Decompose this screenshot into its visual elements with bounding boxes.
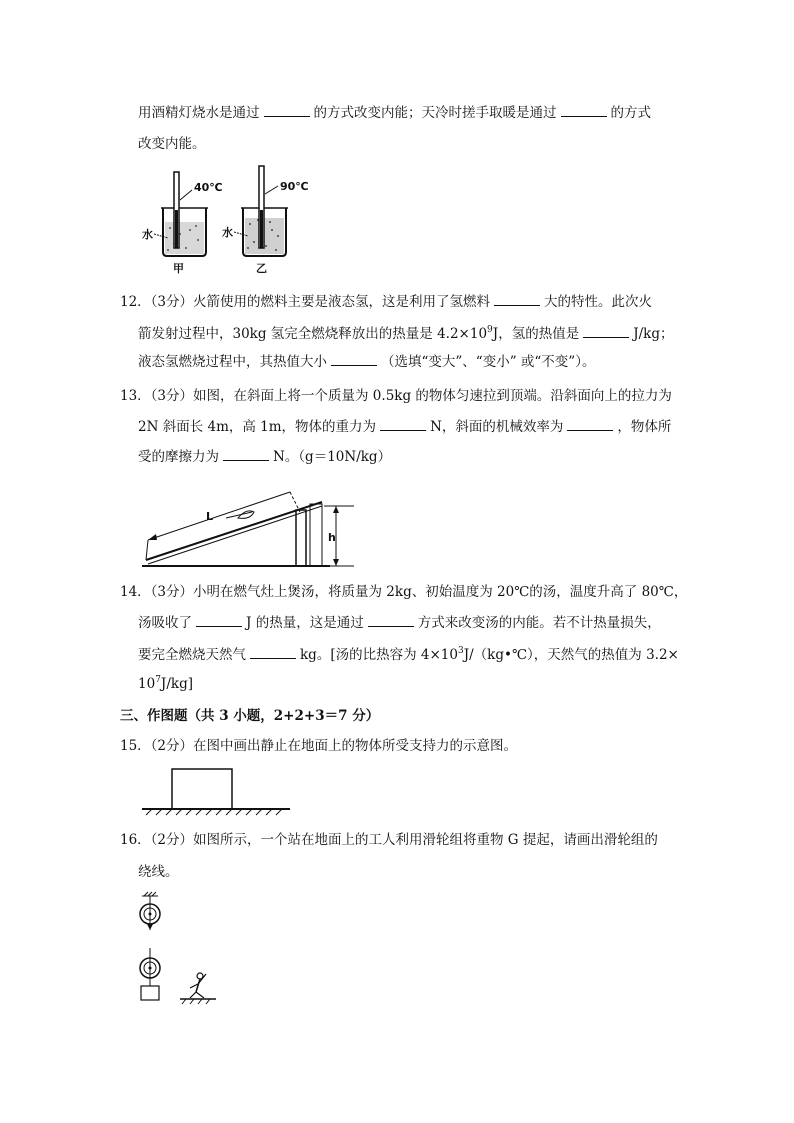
incline-figure [140,478,360,573]
fixed-pulley [140,892,160,930]
q12-line2: 箭发射过程中，30kg 氢完全燃烧释放出的热量是 $4.2\times 10^9J$，氢的热值是 J/kg； [138,325,674,342]
q13-line2: 2N 斜面长 4m，高 1m，物体的重力为 N，斜面的机械效率为 ，物体所 [138,416,671,437]
q12-line1: 12．（3分）火箭使用的燃料主要是液态氢，这是利用了氢燃料 大的特性。此次火 [120,291,652,312]
q11-line1: 用酒精灯烧水是通过 的方式改变内能；天冷时搓手取暖是通过 的方式 [138,102,651,123]
answer-blank[interactable] [583,323,629,338]
answer-blank[interactable] [494,291,540,306]
q16-line2: 绕线。 [138,864,179,880]
temp-label-left: 40℃ [194,181,223,194]
q11-line2: 改变内能。 [138,136,206,152]
answer-blank[interactable] [368,612,414,627]
q14-line3: 要完全燃烧天然气 kg。[汤的比热容为 $4\times 10^3J/(kg•℃)$，天然气的热值为 3.2× [138,646,679,663]
block-on-ground-figure [140,765,300,815]
water-label-left: 水 [142,228,153,241]
q14-line2: 汤吸收了 J 的热量，这是通过 方式来改变汤的内能。若不计热量损失， [138,612,661,633]
temp-label-right: 90℃ [280,180,309,193]
q16-line1: 16．（2分）如图所示，一个站在地面上的工人利用滑轮组将重物 G 提起，请画出滑轮组的 [120,832,658,848]
worker-figure [180,973,216,1004]
incline-label-L: L [206,510,214,523]
section-title: 三、作图题（共 3 小题，2+2+3＝7 分） [120,708,380,724]
beaker-figure [140,160,320,275]
q14-line1: 14．（3分）小明在燃气灶上煲汤，将质量为 2kg、初始温度为 20℃的汤，温度升高了 80℃， [120,584,688,600]
answer-blank[interactable] [380,416,426,431]
answer-blank[interactable] [331,351,377,366]
incline-label-h: h [328,531,336,544]
answer-blank[interactable] [223,446,269,461]
answer-blank[interactable] [250,644,296,659]
pulley-figure [136,890,226,1010]
answer-blank[interactable] [264,102,310,117]
movable-pulley [140,948,160,1000]
answer-blank[interactable] [561,102,607,117]
answer-blank[interactable] [196,612,242,627]
water-label-right: 水 [222,226,233,239]
q15-line1: 15．（2分）在图中画出静止在地面上的物体所受支持力的示意图。 [120,738,518,754]
q13-line1: 13．（3分）如图，在斜面上将一个质量为 0.5kg 的物体匀速拉到顶端。沿斜面向上的拉力为 [120,388,672,404]
q14-line4: $10^7J/kg$] [138,675,193,692]
q13-line3: 受的摩擦力为 N。（g＝10N/kg） [138,446,391,467]
q12-line3: 液态氢燃烧过程中，其热值大小 （选填“变大”、“变小” 或“不变”）。 [138,351,595,372]
beaker-label-right: 乙 [256,262,267,275]
answer-blank[interactable] [567,416,613,431]
beaker-label-left: 甲 [173,262,184,275]
